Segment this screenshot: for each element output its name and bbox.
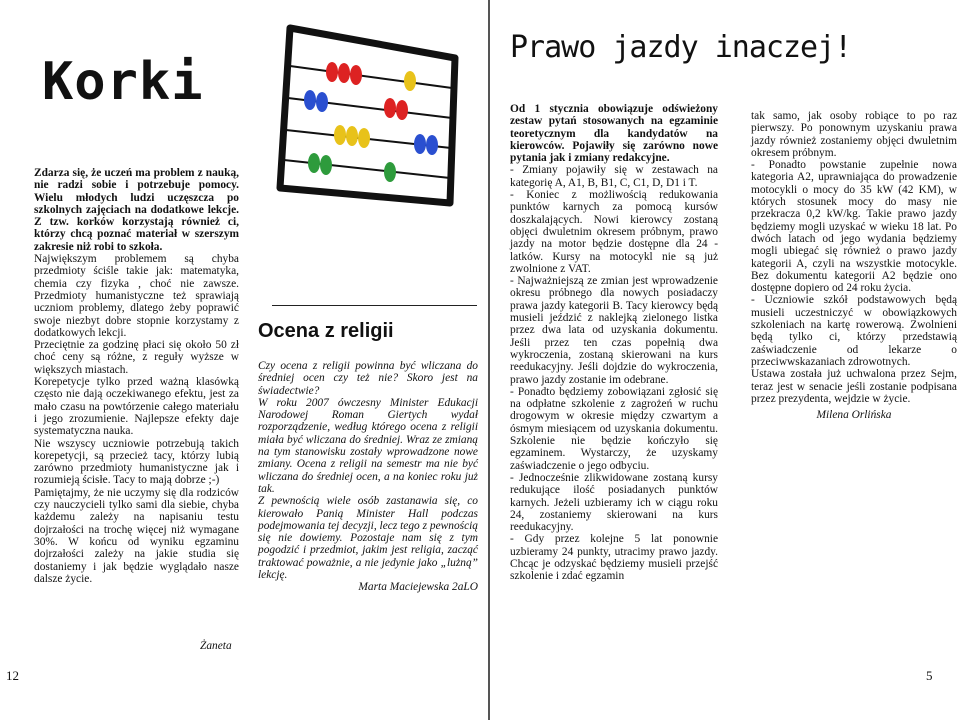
abacus-illustration xyxy=(270,18,470,208)
korki-paragraph: Największym problemem są chyba przedmioty ściśle takie jak: matematyka, chemia czy fizyka , choć nie zawsze. Przedmioty humanistyczne też sprawiają uczniom problemy, dlatego żeby poprawić swoje niezbyt dobre stopnie korzystamy z dodatkowych lekcji. xyxy=(34,253,239,339)
prawo-jazdy-paragraph: - Koniec z możliwością redukowania punktów karnych za pomocą kursów doszkalających. Nowi kierowcy zostaną objęci dwuletnim okresem próbnym, prawo jazdy na motor będzie dostępne dla 24 -latków. Kursy na motocykl nie są już zwolnione z VAT. xyxy=(510,189,718,275)
article-title-prawo-jazdy: Prawo jazdy inaczej! xyxy=(510,30,852,65)
korki-paragraph: Pamiętajmy, że nie uczymy się dla rodziców czy nauczycieli tylko sami dla siebie, chyba każdemu zależy na napisaniu testu dojrzałości na trochę więcej niż wymagane 30%. W końcu od wyniku egzaminu dojrzałości zależy na jakie studia się dostaniemy i jak będzie wyglądało nasze dalsze życie. xyxy=(34,486,239,585)
prawo-jazdy-paragraph: - Uczniowie szkół podstawowych będą musieli uczestniczyć w obowiązkowych szkoleniach na kartę rowerową. Zwolnieni będą tylko ci, którzy przedstawią zaświadczenie od lekarze o przeciwwskazaniach zdrowotnych. xyxy=(751,294,957,368)
korki-signature: Żaneta xyxy=(200,640,232,652)
korki-paragraph: Korepetycje tylko przed ważną klasówką często nie dają oczekiwanego efektu, jest za mało czasu na powtórzenie całego materiału i jego zrozumienie. Najlepsze efekty daje systematyczna nauka. xyxy=(34,376,239,438)
religion-paragraph: Z pewnością wiele osób zastanawia się, co kierowało Panią Minister Hall podczas podejmowania tej decyzji, lecz tego z pewnością się nie dowiemy. Pozostaje nam się z tym pogodzić i przedmiot, jakim jest religia, zacząć traktować poważnie, a nie jedynie jako „lużną” lekcję. xyxy=(258,495,478,582)
prawo-jazdy-paragraph: - Ponadto będziemy zobowiązani zgłosić się na odpłatne szkolenie z zagrożeń w ruchu drogowym w okresie między czwartym a ósmym miesiącem od uzyskania dokumentu. Szkolenie nie będzie kończyło się egzaminem. Wystarczy, że uzyskamy zaświadczenie o jego odbyciu. xyxy=(510,385,718,472)
prawo-jazdy-paragraph: - Gdy przez kolejne 5 lat ponownie uzbieramy 24 punkty, utracimy prawo jazdy. Chcąc je odzyskać będziemy musieli przejść szkolenie i zdać egzamin xyxy=(510,533,718,583)
prawo-jazdy-intro: Od 1 stycznia obowiązuje odświeżony zestaw pytań stosowanych na egzaminie teoretycznym dla kandydatów na kierowców. Pojawiły się zarówno nowe pytania jak i zmiany redakcyjne. xyxy=(510,103,718,165)
korki-intro: Zdarza się, że uczeń ma problem z nauką, nie radzi sobie i potrzebuje pomocy. Wielu młodych ludzi uczęszcza po szkolnych zajęciach na dodatkowe lekcje. Z tzw. korków korzystają również ci, którzy chcą poznać materiał w szerszym zakresie niż robi to szkoła. xyxy=(34,167,239,253)
page-number-left: 12 xyxy=(6,668,19,683)
prawo-jazdy-signature: Milena Orlińska xyxy=(816,409,892,422)
religion-article-body xyxy=(258,360,478,594)
religion-top-rule xyxy=(272,305,477,306)
prawo-jazdy-paragraph: Ustawa została już uchwalona przez Sejm, teraz jest w senacie jeśli zostanie podpisana przez prezydenta, wejdzie w życie. xyxy=(751,368,957,405)
korki-article-body xyxy=(34,167,239,585)
article-title-korki: Korki xyxy=(42,52,204,112)
prawo-jazdy-paragraph: - Najważniejszą ze zmian jest wprowadzenie okresu próbnego dla nowych posiadaczy prawa jazdy kategorii B. Tacy kierowcy będą musieli jeździć z naklejką zielonego listka przez dwa lata od uzyskania dokumentu. Jeśli przez ten czas popełnią dwa wykroczenia, zostaną skierowani na kurs reedukacyjny. Jeśli dojdzie do wykroczenia, prawo jazdy zostanie im odebrane. xyxy=(510,275,718,386)
religion-signature: Marta Maciejewska 2aLO xyxy=(358,581,478,594)
religion-paragraph: W roku 2007 ówczesny Minister Edukacji Narodowej Roman Giertych wydał rozporządzenie, według którego ocena z religii miała być wliczana do średniej. Wraz ze zmianą na tym stanowisku zostały wprowadzone nowe zmiany. Ocena z religii na semestr ma nie być wliczana do średniej ocen, a na koniec roku już tak. xyxy=(258,396,478,495)
religion-paragraph: Czy ocena z religii powinna być wliczana do średniej ocen czy też nie? Skoro jest na świadectwie? xyxy=(258,360,478,397)
korki-paragraph: Nie wszyscy uczniowie potrzebują takich korepetycji, są przecież tacy, którzy lubią zarówno przedmioty humanistyczne jak i rozumieją ścisłe. Tacy to mają dobrze ;-) xyxy=(34,437,239,487)
prawo-jazdy-column-2 xyxy=(751,110,957,421)
prawo-jazdy-column-1 xyxy=(510,103,718,583)
prawo-jazdy-paragraph: - Ponadto powstanie zupełnie nowa kategoria A2, uprawniająca do prowadzenie motocykli o mocy do 35 kW (42 KM), w których stosunek mocy do masy nie przekracza 0,2 kW/kg. Takie prawo jazdy będziemy mogli uzyskać w wieku 18 lat. Po dwóch latach od jego wydania będziemy mogli ubiegać się również o prawo jazdy kategorii A, czyli na wszystkie motocykle. Bez dokumentu kategorii A2 będzie ono dostępne dopiero od 24 roku życia. xyxy=(751,159,957,295)
prawo-jazdy-paragraph: - Zmiany pojawiły się w zestawach na kategorię A, A1, B, B1, C, C1, D, D1 i T. xyxy=(510,164,718,189)
page-spine-divider xyxy=(488,0,490,720)
korki-paragraph: Przeciętnie za godzinę płaci się około 50 zł choć ceny są różne, z reguły wyższe w większych miastach. xyxy=(34,339,239,376)
prawo-jazdy-paragraph: tak samo, jak osoby robiące to po raz pierwszy. Po ponownym uzyskaniu prawa jazdy również zostaniemy objęci dwuletnim okresem próbnym. xyxy=(751,110,957,159)
prawo-jazdy-paragraph: - Jednocześnie zlikwidowane zostaną kursy redukujące ilość posiadanych punktów karnych. Jeżeli uzbieramy ich w ciągu roku 24, zostaniemy skierowani na kurs reedukacyjny. xyxy=(510,471,718,534)
page-number-right: 5 xyxy=(926,668,933,683)
religion-title: Ocena z religii xyxy=(258,320,394,342)
